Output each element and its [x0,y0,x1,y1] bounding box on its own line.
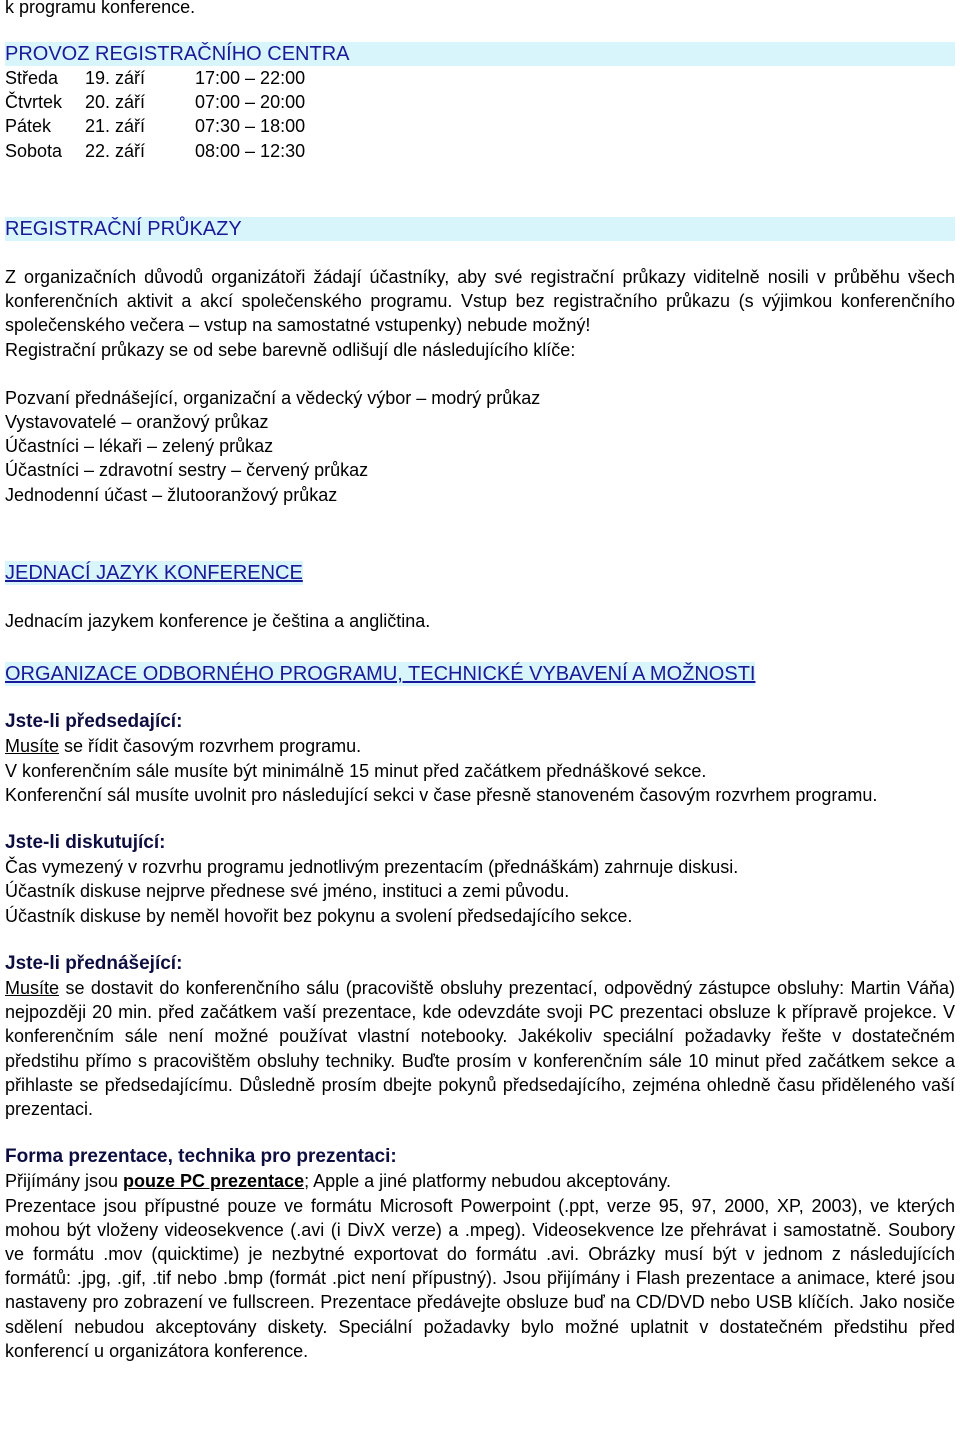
program-section [5,662,955,1363]
badge-item: Účastníci – lékaři – zelený průkaz [5,436,274,457]
format-pc-only: pouze PC prezentace [123,1171,305,1192]
schedule-time: 07:30 – 18:00 [195,116,306,137]
speaker-must: Musíte [5,978,60,999]
registration-heading: PROVOZ REGISTRAČNÍHO CENTRA [5,42,955,66]
badges-heading: REGISTRAČNÍ PRŮKAZY [5,217,955,241]
language-text: Jednacím jazykem konference je čeština a angličtina. [5,611,431,632]
speaker-title: Jste-li přednášející: [5,952,183,974]
chair-line-1 [5,734,955,758]
schedule-row [5,114,955,138]
badges-paragraph: Z organizačních důvodů organizátoři žádají účastníky, aby své registrační průkazy viditelně nosili v průběhu všech konferenčních aktivit a akcí společenského programu. Vstup bez registračního průkazu (s výjimkou konferenčního společenského večera – vstup na samostatné vstupenky) nebude možný! [5,267,955,336]
format-title: Forma prezentace, technika pro prezentaci: [5,1146,397,1168]
schedule-table [5,66,955,163]
badge-item: Účastníci – zdravotní sestry – červený průkaz [5,460,369,481]
speaker-paragraph [5,976,955,1121]
discussant-line-1: Čas vymezený v rozvrhu programu jednotlivým prezentacím (přednáškám) zahrnuje diskusi. [5,857,739,878]
intro-text: k programu konference. [5,0,196,17]
format-line-1 [5,1169,955,1193]
badge-item: Jednodenní účast – žlutooranžový průkaz [5,484,338,505]
speaker-block [5,952,955,1121]
schedule-row [5,90,955,114]
schedule-time: 08:00 – 12:30 [195,140,306,161]
schedule-day: Pátek [5,116,52,137]
language-section [5,561,955,633]
speaker-paragraph-rest: se dostavit do konferenčního sálu (pracoviště obsluhy prezentací, odpovědný zástupce obsluhy: Martin Váňa) nejpozději 20 min. před začátkem vaší prezentace, kde odevzdáte svoji PC prezentaci obsluze k přípravě projekce. V konferenčním sále není možné používat vlastní notebooky. Jakékoliv speciální požadavky řešte v dostatečném předstihu přímo s pracovištěm obsluhy techniky. Buďte prosím v konferenčním sále 10 minut před začátkem sekce a přihlaste se předsedajícímu. Důsledně prosím dbejte pokynů předsedajícího, zejména ohledně času přiděleného vaší prezentaci. [5,978,955,1120]
schedule-day: Čtvrtek [5,92,63,113]
format-block [5,1145,955,1363]
language-heading: JEDNACÍ JAZYK KONFERENCE [5,562,303,584]
schedule-date: 20. září [85,92,146,113]
chair-block [5,710,955,807]
badge-item: Pozvaní přednášející, organizační a vědecký výbor – modrý průkaz [5,387,541,408]
chair-line-1-rest: se řídit časovým rozvrhem programu. [59,736,362,757]
discussant-block [5,831,955,928]
chair-title: Jste-li předsedající: [5,711,183,733]
badges-key-intro: Registrační průkazy se od sebe barevně odlišují dle následujícího klíče: [5,339,576,360]
schedule-time: 17:00 – 22:00 [195,68,306,88]
schedule-time: 07:00 – 20:00 [195,92,306,113]
schedule-day: Sobota [5,140,63,161]
chair-line-3: Konferenční sál musíte uvolnit pro následující sekci v čase přesně stanoveném časovým rozvrhem programu. [5,784,878,805]
discussant-line-3: Účastník diskuse by neměl hovořit bez pokynu a svolení předsedajícího sekce. [5,905,633,926]
badge-item: Vystavovatelé – oranžový průkaz [5,412,269,433]
schedule-date: 21. září [85,116,146,137]
badges-list [5,386,955,507]
registration-section [5,42,955,163]
chair-line-2: V konferenčním sále musíte být minimálně 15 minut před začátkem přednáškové sekce. [5,760,707,781]
schedule-row [5,139,955,163]
discussant-title: Jste-li diskutující: [5,832,166,854]
schedule-day: Středa [5,68,59,88]
program-heading: ORGANIZACE ODBORNÉHO PROGRAMU, TECHNICKÉ VYBAVENÍ A MOŽNOSTI [5,663,756,685]
schedule-row [5,66,955,90]
chair-must: Musíte [5,736,60,757]
schedule-date: 22. září [85,140,146,161]
discussant-line-2: Účastník diskuse nejprve přednese své jméno, instituci a zemi původu. [5,881,570,902]
badges-section [5,217,955,507]
format-line-1-pre: Přijímány jsou [5,1171,124,1192]
format-paragraph: Prezentace jsou přípustné pouze ve formátu Microsoft Powerpoint (.ppt, verze 95, 97, 2000, XP, 2003), ve kterých mohou být vloženy videosekvence (.avi (i DivX verze) a .mpeg). Videosekvence lze přehrávat i samostatně. Soubory ve formátu .mov (quicktime) je nezbytné exportovat do formátu .avi. Obrázky musí být v jednom z následujících formátů: .jpg, .gif, .tif nebo .bmp (formát .pict není přípustný). Jsou přijímány i Flash prezentace a animace, které jsou nastaveny pro zobrazení ve fullscreen. Prezentace předávejte obsluze buď na CD/DVD nebo USB klíčích. Jako nosiče sdělení nebudou akceptovány diskety. Speciální požadavky bylo možné uplatnit v dostatečném předstihu před konferencí u organizátora konference. [5,1195,955,1361]
schedule-date: 19. září [85,68,146,88]
format-line-1-post: ; Apple a jiné platformy nebudou akceptovány. [304,1171,672,1192]
